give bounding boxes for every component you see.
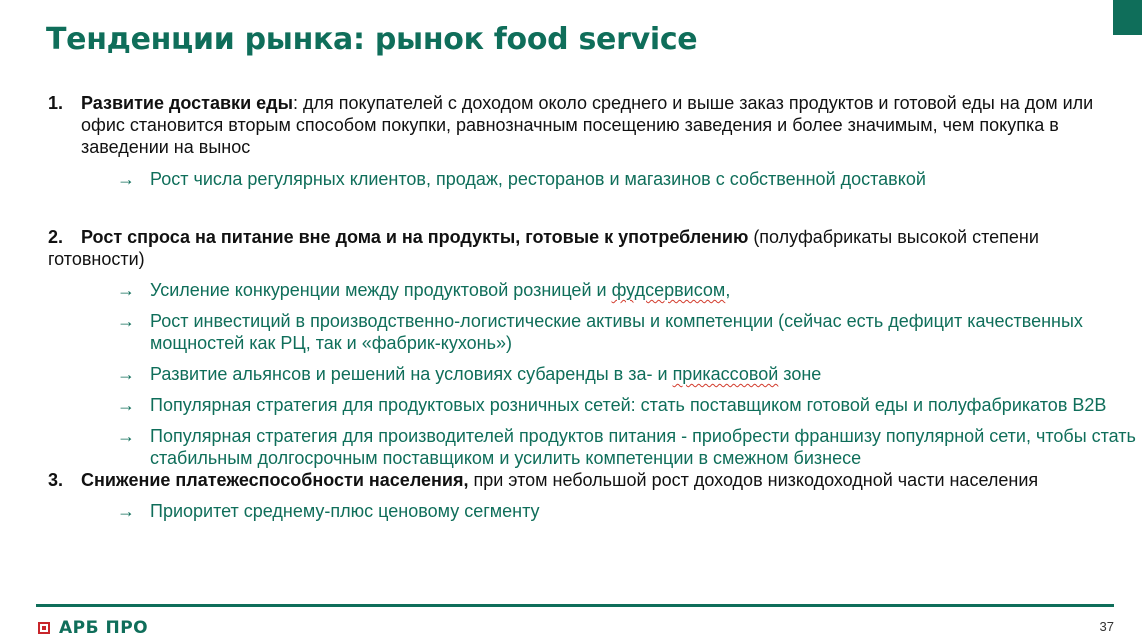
arrow-icon: → bbox=[117, 364, 135, 384]
arrow-icon: → bbox=[117, 426, 135, 446]
item-heading: Развитие доставки еды bbox=[81, 93, 293, 113]
spellcheck-marked-word: прикассовой bbox=[672, 364, 779, 384]
spellcheck-marked-word: фудсервисом bbox=[611, 280, 726, 300]
logo-square-icon bbox=[38, 622, 50, 634]
arrow-icon: → bbox=[117, 395, 135, 415]
sublist-2 bbox=[117, 279, 1138, 469]
slide-content bbox=[48, 92, 1138, 522]
item-number: 2. bbox=[48, 227, 64, 247]
slide-title: Тенденции рынка: рынок food service bbox=[46, 22, 698, 57]
sub-item: → Рост инвестиций в производственно-логистические активы и компетенции (сейчас есть дефицит качественных мощностей как РЦ, так и «фабрик-кухонь») bbox=[117, 311, 1083, 353]
sub-item: → Рост числа регулярных клиентов, продаж, ресторанов и магазинов с собственной доставкой bbox=[117, 169, 926, 189]
list-item-2 bbox=[48, 226, 1098, 270]
logo-text: АРБ ПРО bbox=[59, 618, 149, 638]
sub-item: → Усиление конкуренции между продуктовой розницей и фудсервисом, bbox=[117, 280, 731, 300]
sublist-3 bbox=[117, 500, 1138, 522]
sub-item: → Популярная стратегия для продуктовых розничных сетей: стать поставщиком готовой еды и полуфабрикатов B2B bbox=[117, 395, 1107, 415]
arrow-icon: → bbox=[117, 169, 135, 189]
sub-item: → Популярная стратегия для производителей продуктов питания - приобрести франшизу популярной сети, чтобы стать стабильным долгосрочным поставщиком и усилить компетенции в смежном бизнесе bbox=[117, 426, 1136, 468]
item-number: 1. bbox=[48, 93, 64, 113]
item-text: при этом небольшой рост доходов низкодоходной части населения bbox=[468, 470, 1039, 490]
arrow-icon: → bbox=[117, 311, 135, 331]
sublist-1 bbox=[117, 168, 1138, 190]
company-logo bbox=[38, 618, 148, 638]
arrow-icon: → bbox=[117, 501, 135, 521]
footer-divider bbox=[36, 604, 1114, 607]
sub-item: → Развитие альянсов и решений на условиях субаренды в за- и прикассовой зоне bbox=[117, 364, 822, 384]
item-heading: Рост спроса на питание вне дома и на продукты, готовые к употреблению bbox=[81, 227, 749, 247]
corner-accent-square bbox=[1113, 0, 1142, 35]
item-text: (полуфабрикаты высокой степени готовности) bbox=[48, 227, 1039, 269]
list-item-1 bbox=[48, 92, 1141, 158]
arrow-icon: → bbox=[117, 280, 135, 300]
item-heading: Снижение платежеспособности населения, bbox=[81, 470, 469, 490]
sub-item: → Приоритет среднему-плюс ценовому сегменту bbox=[117, 501, 540, 521]
list-item-3 bbox=[48, 469, 1141, 491]
item-text: : для покупателей с доходом около среднего и выше заказ продуктов и готовой еды на дом или офис становится вторым способом покупки, равнозначным посещению заведения и более значимым, чем покупка в заведении на вынос bbox=[81, 93, 1094, 157]
page-number: 37 bbox=[1099, 619, 1114, 634]
item-number: 3. bbox=[48, 470, 64, 490]
